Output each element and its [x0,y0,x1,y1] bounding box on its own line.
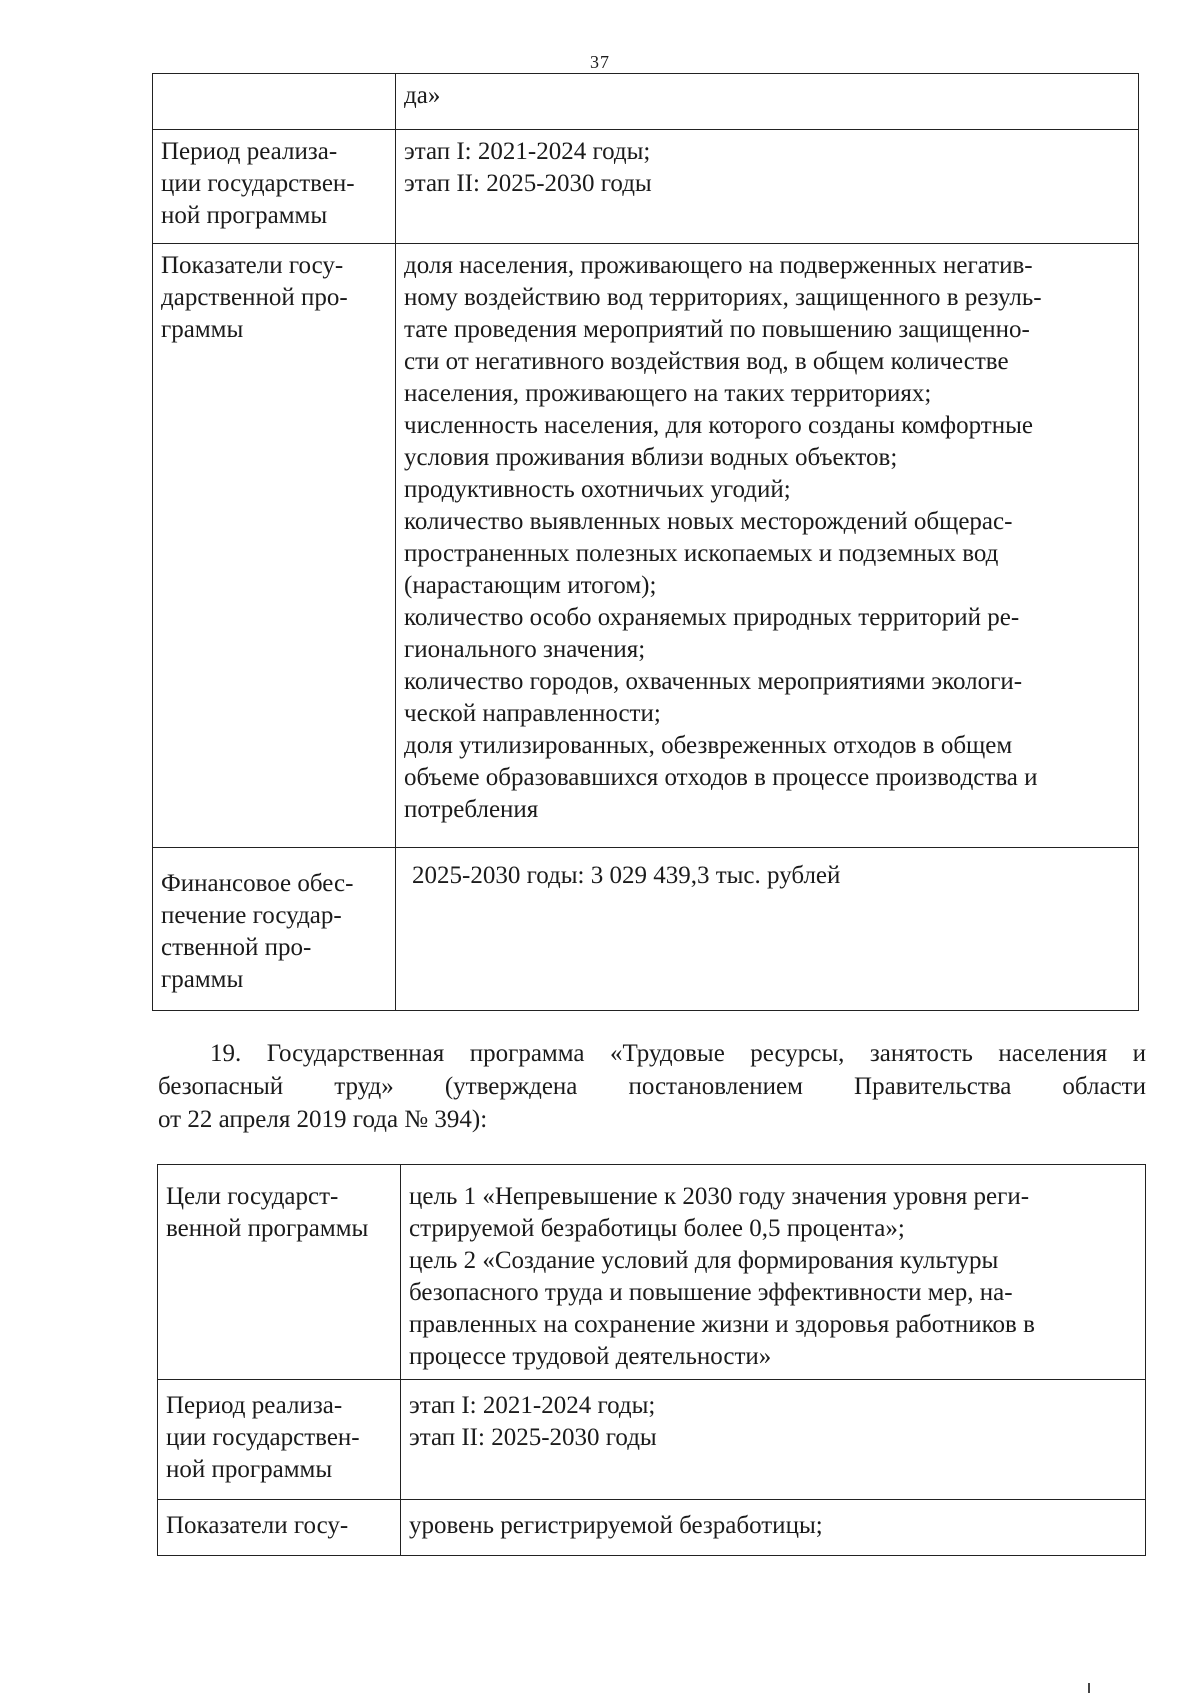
text-line: пространенных полезных ископаемых и подземных вод [404,540,999,567]
row-content [396,848,1139,1011]
text-line: цель 2 «Создание условий для формирования культуры [409,1247,999,1274]
text-line: венной программы [166,1215,369,1242]
text-line: численность населения, для которого созданы комфортные [404,412,1033,439]
table-row [158,1500,1146,1556]
text-line: цель 1 «Непревышение к 2030 году значения уровня реги- [409,1183,1030,1210]
text-line: да» [404,82,441,109]
row-label [153,74,396,130]
text-line: Показатели госу- [161,252,344,279]
text-line: населения, проживающего на таких территориях; [404,380,932,407]
text-line: ческой направленности; [404,700,661,727]
text-line: количество выявленных новых месторождений общерас- [404,508,1013,535]
text-line: печение государ- [161,902,342,929]
text-line: количество особо охраняемых природных территорий ре- [404,604,1020,631]
row-label [158,1500,401,1556]
text-line: доля утилизированных, обезвреженных отходов в общем [404,732,1013,759]
text-line: ному воздействию вод территориях, защищенного в резуль- [404,284,1042,311]
text-line: (нарастающим итогом); [404,572,657,599]
program-table-1 [152,73,1139,1011]
text-line: безопасный труд» (утверждена постановлением Правительства области [158,1073,1146,1100]
text-line: количество городов, охваченных мероприятиями экологи- [404,668,1023,695]
row-label [158,1380,401,1500]
table-row [153,848,1139,1011]
row-content [401,1165,1146,1380]
text-line: процессе трудовой деятельности» [409,1343,772,1370]
text-line: ной программы [161,202,328,229]
scan-mark [1088,1683,1090,1693]
text-line: ственной про- [161,934,312,961]
text-line: правленных на сохранение жизни и здоровья работников в [409,1311,1035,1338]
table-row [158,1165,1146,1380]
row-label [153,244,396,848]
program-table-2 [157,1164,1146,1556]
text-line: условия проживания вблизи водных объектов; [404,444,898,471]
text-line: от 22 апреля 2019 года № 394): [158,1106,488,1133]
row-content [401,1380,1146,1500]
text-line: Показатели госу- [166,1512,349,1539]
row-label [158,1165,401,1380]
row-content [396,74,1139,130]
text-line: этап II: 2025-2030 годы [404,170,652,197]
table-row [153,244,1139,848]
text-line: стрируемой безработицы более 0,5 процента»; [409,1215,905,1242]
text-line: объеме образовавшихся отходов в процессе производства и [404,764,1038,791]
row-label [153,130,396,244]
text-line: Период реализа- [166,1392,343,1419]
table-row [153,74,1139,130]
text-line: продуктивность охотничьих угодий; [404,476,791,503]
text-line: ции государствен- [161,170,355,197]
text-line: Финансовое обес- [161,870,354,897]
text-line: ции государствен- [166,1424,360,1451]
page-number: 37 [590,52,610,72]
row-content [396,130,1139,244]
text-line: этап I: 2021-2024 годы; [409,1392,656,1419]
text-line: сти от негативного воздействия вод, в общем количестве [404,348,1009,375]
text-line: уровень регистрируемой безработицы; [409,1512,823,1539]
text-line: доля населения, проживающего на подверженных негатив- [404,252,1033,279]
text-line: Цели государст- [166,1183,339,1210]
row-label [153,848,396,1011]
text-line: потребления [404,796,539,823]
text-line: дарственной про- [161,284,348,311]
text-line: граммы [161,966,244,993]
text-line: безопасного труда и повышение эффективности мер, на- [409,1279,1013,1306]
row-content [396,244,1139,848]
text-line: этап II: 2025-2030 годы [409,1424,657,1451]
text-line: 19. Государственная программа «Трудовые ресурсы, занятость населения и [210,1040,1146,1067]
text-line: этап I: 2021-2024 годы; [404,138,651,165]
row-content [401,1500,1146,1556]
text-line: ной программы [166,1456,333,1483]
table-row [153,130,1139,244]
table-row [158,1380,1146,1500]
text-line: Период реализа- [161,138,338,165]
text-line: тате проведения мероприятий по повышению защищенно- [404,316,1030,343]
program-19-paragraph [158,1037,1146,1136]
text-line: 2025-2030 годы: 3 029 439,3 тыс. рублей [412,862,841,889]
text-line: гионального значения; [404,636,646,663]
text-line: граммы [161,316,244,343]
